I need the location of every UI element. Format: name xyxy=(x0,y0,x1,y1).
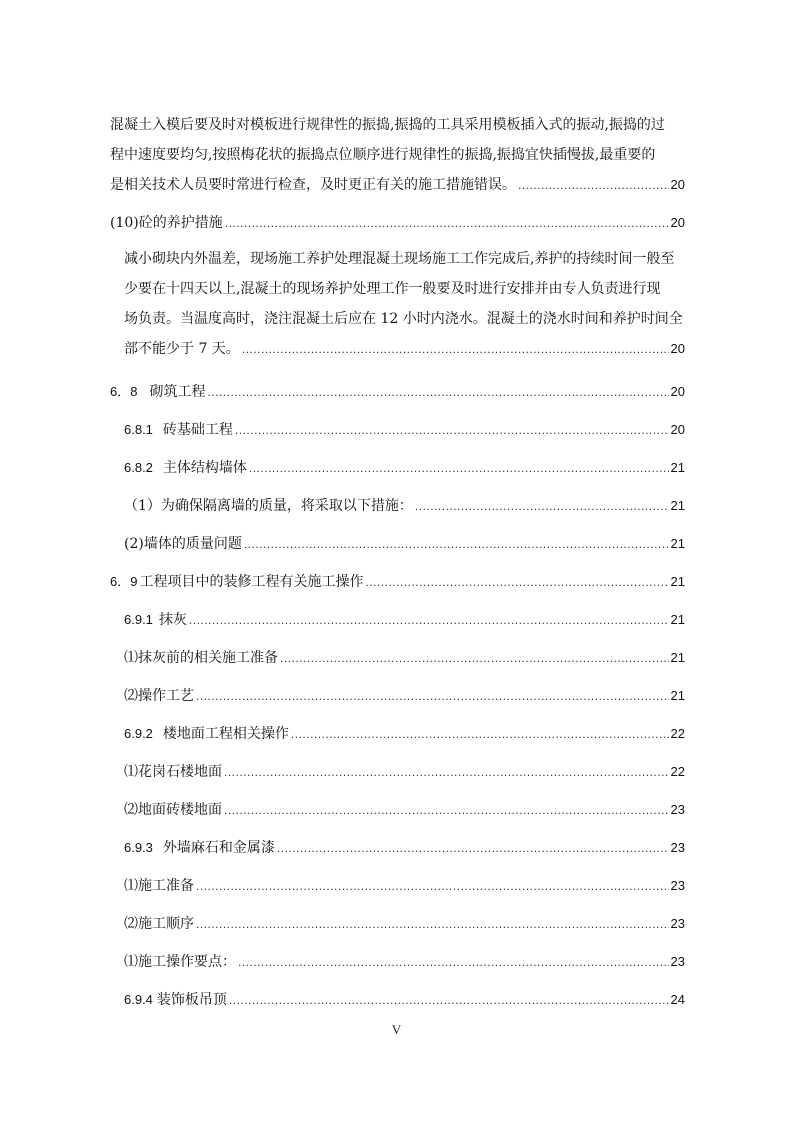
toc-page-number: 20 xyxy=(670,422,685,437)
toc-page-number: 20 xyxy=(670,177,685,192)
toc-page-number: 21 xyxy=(670,460,685,475)
toc-entry-construction-order[interactable] xyxy=(124,913,685,933)
dot-leader xyxy=(235,423,669,437)
toc-entry-key-points[interactable] xyxy=(124,951,685,971)
toc-page-number: 22 xyxy=(670,764,685,779)
dot-leader xyxy=(249,461,669,475)
toc-entry-label: ⑵施工顺序 xyxy=(124,916,194,932)
toc-page-number: 22 xyxy=(670,726,685,741)
toc-entry-label: 抹灰 xyxy=(158,612,187,628)
toc-section-number: 6.9.2 xyxy=(124,726,153,741)
dot-leader xyxy=(244,537,669,551)
dot-leader xyxy=(280,651,669,665)
dot-leader xyxy=(242,334,669,364)
toc-entry-6-9-1[interactable] xyxy=(124,609,685,629)
dot-leader xyxy=(196,689,669,703)
toc-page-number: 20 xyxy=(670,384,685,399)
toc-entry-label: ⑴花岗石楼地面 xyxy=(124,764,222,780)
toc-page-number: 23 xyxy=(670,802,685,817)
toc-section-number: 6.9.4 xyxy=(124,992,153,1007)
toc-entry-6-9[interactable] xyxy=(110,571,685,591)
toc-entry-label: (10)砼的养护措施 xyxy=(110,215,223,231)
toc-entry-label: ⑵地面砖楼地面 xyxy=(124,802,222,818)
toc-entry-process[interactable] xyxy=(124,685,685,705)
toc-entry-label: 砖基础工程 xyxy=(162,422,233,438)
paragraph-line: 部不能少于 7 天。 xyxy=(124,341,240,357)
toc-entry-label: 砌筑工程 xyxy=(149,384,206,400)
dot-leader xyxy=(229,993,669,1007)
toc-entry-label: （1）为确保隔离墙的质量，将采取以下措施： xyxy=(124,498,413,514)
toc-entry-label: ⑵操作工艺 xyxy=(124,688,194,704)
toc-entry-measures[interactable] xyxy=(124,495,685,515)
dot-leader xyxy=(224,803,669,817)
toc-section-number: 6.8.1 xyxy=(124,422,153,437)
toc-entry-granite[interactable] xyxy=(124,761,685,781)
toc-entry-6-9-4[interactable] xyxy=(124,989,685,1009)
toc-entry-label: 装饰板吊顶 xyxy=(156,992,227,1008)
toc-entry-floor-tile[interactable] xyxy=(124,799,685,819)
dot-leader xyxy=(291,727,669,741)
dot-leader xyxy=(196,917,669,931)
toc-entry-6-8-1[interactable] xyxy=(124,419,685,439)
paragraph-line: 少要在十四天以上,混凝土的现场养护处理工作一般要及时进行安排并由专人负责进行现 xyxy=(124,281,661,297)
toc-page-number: 21 xyxy=(670,498,685,513)
toc-entry-construction-prep[interactable] xyxy=(124,875,685,895)
dot-leader xyxy=(196,879,669,893)
toc-entry-6-9-3[interactable] xyxy=(124,837,685,857)
toc-entry-label: ⑴施工操作要点： xyxy=(124,954,236,970)
dot-leader xyxy=(518,170,669,200)
toc-entry-wall-quality[interactable] xyxy=(124,533,685,553)
toc-section-number: 6.8.2 xyxy=(124,460,153,475)
toc-entry-label: 外墙麻石和金属漆 xyxy=(162,840,275,856)
toc-entry[interactable] xyxy=(124,334,685,364)
dot-leader xyxy=(415,499,669,513)
toc-entry[interactable] xyxy=(110,170,685,200)
paragraph-line: 混凝土入模后要及时对模板进行规律性的振捣,振捣的工具采用模板插入式的振动,振捣的过 xyxy=(110,117,665,133)
toc-entry-6-9-2[interactable] xyxy=(124,723,685,743)
paragraph-line: 是相关技术人员要时常进行检查，及时更正有关的施工措施错误。 xyxy=(110,177,516,193)
paragraph-line: 场负责。当温度高时，浇注混凝土后应在 12 小时内浇水。混凝土的浇水时间和养护时间全 xyxy=(124,311,683,327)
toc-entry-6-8-2[interactable] xyxy=(124,457,685,477)
toc-page-number: 21 xyxy=(670,574,685,589)
toc-page-number: 20 xyxy=(670,215,685,230)
paragraph-line: 程中速度要均匀,按照梅花状的振捣点位顺序进行规律性的振捣,振捣宜快插慢拔,最重要的 xyxy=(110,147,656,163)
toc-page-number: 23 xyxy=(670,916,685,931)
toc-page-number: 24 xyxy=(670,992,685,1007)
dot-leader xyxy=(277,841,669,855)
toc-entry-6-8[interactable] xyxy=(110,381,685,401)
toc-page-number: 21 xyxy=(670,612,685,627)
toc-entry-label: ⑴施工准备 xyxy=(124,878,194,894)
toc-entry-label: ⑴抹灰前的相关施工准备 xyxy=(124,650,278,666)
toc-page-number: 23 xyxy=(670,954,685,969)
toc-entry[interactable] xyxy=(110,212,685,232)
dot-leader xyxy=(365,575,668,589)
toc-page-number: 21 xyxy=(670,688,685,703)
toc-page-number: 23 xyxy=(670,840,685,855)
toc-page-number: 23 xyxy=(670,878,685,893)
toc-section-number: 6.9.3 xyxy=(124,840,153,855)
toc-section-number: 6.9.1 xyxy=(124,612,153,627)
page-footer-number: V xyxy=(391,1022,402,1037)
toc-entry-label: (2)墙体的质量问题 xyxy=(124,536,242,552)
toc-page-number: 21 xyxy=(670,536,685,551)
dot-leader xyxy=(207,385,668,399)
dot-leader xyxy=(225,216,669,230)
body-paragraph-2 xyxy=(124,244,685,364)
dot-leader xyxy=(224,765,669,779)
dot-leader xyxy=(238,955,669,969)
toc-entry-label: 工程项目中的装修工程有关施工操作 xyxy=(139,574,364,590)
toc-section-number: 6．8 xyxy=(110,384,138,399)
body-paragraph-1 xyxy=(110,110,685,200)
toc-section-number: 6．9 xyxy=(110,574,138,589)
toc-entry-label: 主体结构墙体 xyxy=(162,460,247,476)
toc-page-number: 20 xyxy=(670,341,685,356)
paragraph-line: 减小砌块内外温差，现场施工养护处理混凝土现场施工工作完成后,养护的持续时间一般至 xyxy=(124,251,675,267)
toc-entry-plaster-prep[interactable] xyxy=(124,647,685,667)
toc-entry-label: 楼地面工程相关操作 xyxy=(162,726,289,742)
toc-page-number: 21 xyxy=(670,650,685,665)
dot-leader xyxy=(189,613,669,627)
